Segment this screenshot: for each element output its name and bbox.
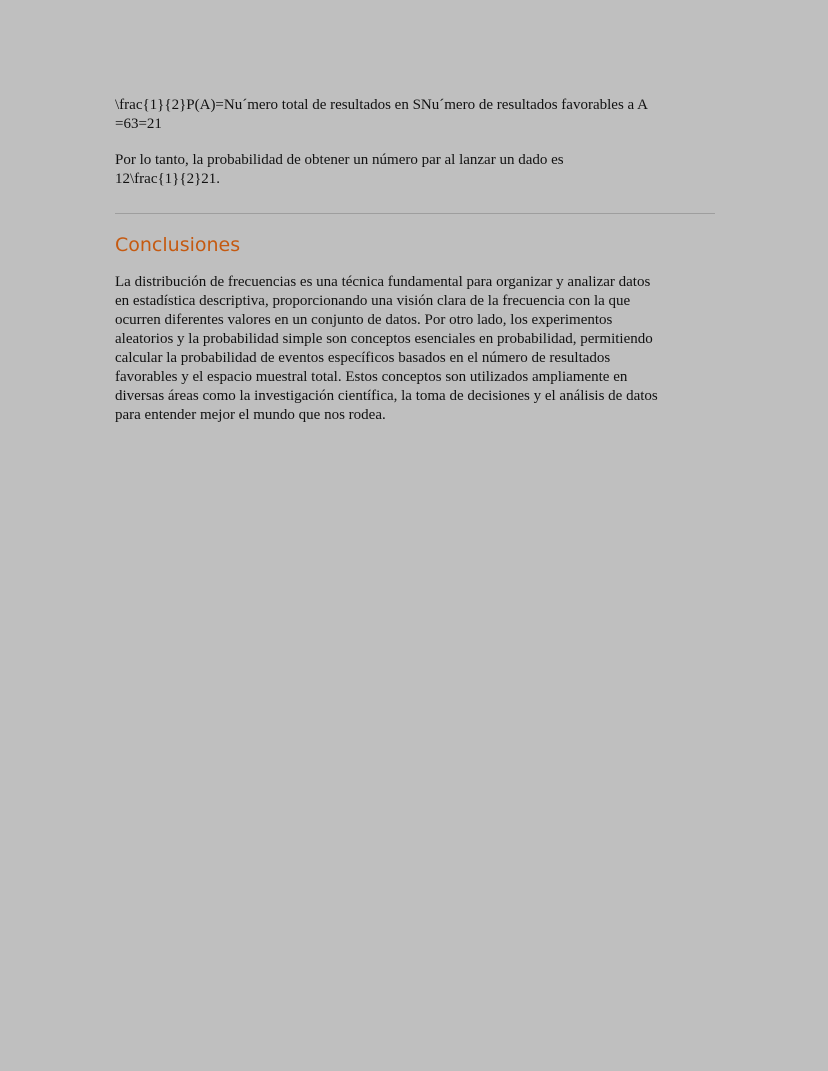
section-heading: Conclusiones bbox=[115, 234, 241, 256]
conclusion-paragraph bbox=[115, 273, 715, 425]
formula-line: =63=21 bbox=[115, 116, 162, 132]
conclusion-line: en estadística descriptiva, proporcionando una visión clara de la frecuencia con la que bbox=[115, 293, 631, 309]
horizontal-divider bbox=[115, 213, 715, 214]
conclusion-line: diversas áreas como la investigación científica, la toma de decisiones y el análisis de datos bbox=[115, 388, 658, 404]
document-content bbox=[115, 96, 715, 425]
formula-line: \frac{1}{2}P(A)=Nu´mero total de resultados en SNu´mero de resultados favorables a A bbox=[115, 97, 648, 113]
conclusion-line: favorables y el espacio muestral total. Estos conceptos son utilizados ampliamente en bbox=[115, 369, 628, 385]
formula-paragraph bbox=[115, 96, 715, 134]
result-paragraph bbox=[115, 151, 715, 189]
paragraph-spacer bbox=[115, 134, 715, 151]
result-line: Por lo tanto, la probabilidad de obtener un número par al lanzar un dado es bbox=[115, 152, 564, 168]
conclusion-line: para entender mejor el mundo que nos rodea. bbox=[115, 407, 386, 423]
conclusion-line: calcular la probabilidad de eventos específicos basados en el número de resultados bbox=[115, 350, 611, 366]
conclusion-line: ocurren diferentes valores en un conjunto de datos. Por otro lado, los experimentos bbox=[115, 312, 613, 328]
result-line: 12\frac{1}{2}21. bbox=[115, 171, 221, 187]
conclusion-line: La distribución de frecuencias es una técnica fundamental para organizar y analizar datos bbox=[115, 274, 651, 290]
conclusion-line: aleatorios y la probabilidad simple son conceptos esenciales en probabilidad, permitiendo bbox=[115, 331, 653, 347]
